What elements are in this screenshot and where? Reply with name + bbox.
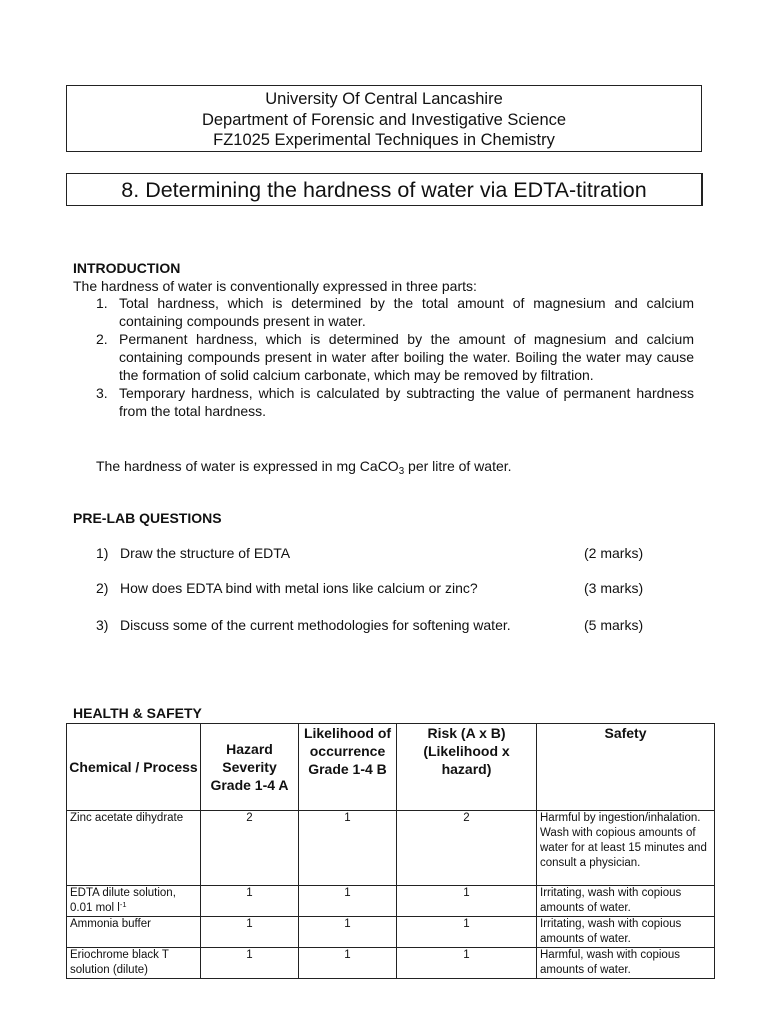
safety-cell: Harmful, wash with copious amounts of water. — [537, 948, 715, 979]
table-row — [67, 886, 715, 917]
chemical-cell: Eriochrome black T solution (dilute) — [67, 948, 201, 979]
question-text: Draw the structure of EDTA — [120, 545, 291, 561]
chemical-text: EDTA dilute solution, 0.01 mol l — [70, 887, 176, 914]
health-safety-table — [66, 723, 715, 979]
safety-heading: HEALTH & SAFETY — [73, 705, 202, 721]
table-row — [67, 811, 715, 886]
course-name: FZ1025 Experimental Techniques in Chemistry — [213, 131, 555, 149]
column-header-likelihood: Likelihood of occurrence Grade 1-4 B — [299, 724, 397, 811]
table-header-row — [67, 724, 715, 811]
question-number: 1) — [96, 545, 109, 561]
list-item-text: Total hardness, which is determined by the total amount of magnesium and calcium containing compounds present in water. — [119, 295, 694, 329]
likelihood-cell: 1 — [299, 886, 397, 917]
column-header-chemical: Chemical / Process — [67, 724, 201, 811]
column-header-risk: Risk (A x B) (Likelihood x hazard) — [397, 724, 537, 811]
table-row — [67, 948, 715, 979]
chemical-cell — [67, 886, 201, 917]
question-text: How does EDTA bind with metal ions like calcium or zinc? — [120, 580, 478, 596]
risk-cell: 1 — [397, 917, 537, 948]
column-header-severity: Hazard Severity Grade 1-4 A — [201, 724, 299, 811]
list-item-number: 3. — [96, 385, 108, 401]
experiment-title-box — [66, 173, 703, 206]
table-row — [67, 917, 715, 948]
likelihood-cell: 1 — [299, 917, 397, 948]
risk-cell: 1 — [397, 886, 537, 917]
question-text: Discuss some of the current methodologies for softening water. — [120, 617, 511, 633]
question-number: 3) — [96, 617, 109, 633]
severity-cell: 2 — [201, 811, 299, 886]
list-item-text: Temporary hardness, which is calculated by subtracting the value of permanent hardness from the total hardness. — [119, 385, 694, 419]
severity-cell: 1 — [201, 886, 299, 917]
question-marks: (2 marks) — [584, 545, 644, 561]
list-item-text: Permanent hardness, which is determined by the amount of magnesium and calcium containing compounds present in water after boiling the water. Boiling the water may cause the formation of solid calcium carbonate, which may be removed by filtration. — [119, 331, 694, 383]
list-item-number: 2. — [96, 331, 108, 347]
list-item — [96, 294, 694, 330]
document-header — [66, 85, 702, 152]
introduction-heading: INTRODUCTION — [73, 260, 181, 276]
unit-text: The hardness of water is expressed in mg CaCO — [96, 458, 399, 474]
risk-cell: 1 — [397, 948, 537, 979]
question-marks: (5 marks) — [584, 617, 644, 633]
risk-cell: 2 — [397, 811, 537, 886]
chemical-cell: Zinc acetate dihydrate — [67, 811, 201, 886]
safety-cell: Harmful by ingestion/inhalation. Wash with copious amounts of water for at least 15 minutes and consult a physician. — [537, 811, 715, 886]
prelab-heading: PRE-LAB QUESTIONS — [73, 510, 222, 526]
safety-cell: Irritating, wash with copious amounts of water. — [537, 886, 715, 917]
university-name: University Of Central Lancashire — [265, 90, 503, 108]
column-header-safety: Safety — [537, 724, 715, 811]
hardness-types-list — [96, 294, 694, 420]
question-marks: (3 marks) — [584, 580, 644, 596]
unit-subscript: 3 — [398, 466, 405, 477]
list-item — [96, 330, 694, 384]
likelihood-cell: 1 — [299, 948, 397, 979]
severity-cell: 1 — [201, 948, 299, 979]
introduction-lead: The hardness of water is conventionally expressed in three parts: — [73, 278, 477, 294]
list-item — [96, 384, 694, 420]
list-item-number: 1. — [96, 295, 108, 311]
likelihood-cell: 1 — [299, 811, 397, 886]
experiment-title: 8. Determining the hardness of water via EDTA-titration — [121, 178, 647, 202]
chemical-superscript: -1 — [119, 900, 127, 909]
chemical-cell: Ammonia buffer — [67, 917, 201, 948]
severity-cell: 1 — [201, 917, 299, 948]
safety-cell: Irritating, wash with copious amounts of water. — [537, 917, 715, 948]
question-number: 2) — [96, 580, 109, 596]
department-name: Department of Forensic and Investigative Science — [201, 110, 567, 129]
hardness-unit-statement — [96, 457, 512, 475]
unit-text-end: per litre of water. — [404, 458, 512, 474]
